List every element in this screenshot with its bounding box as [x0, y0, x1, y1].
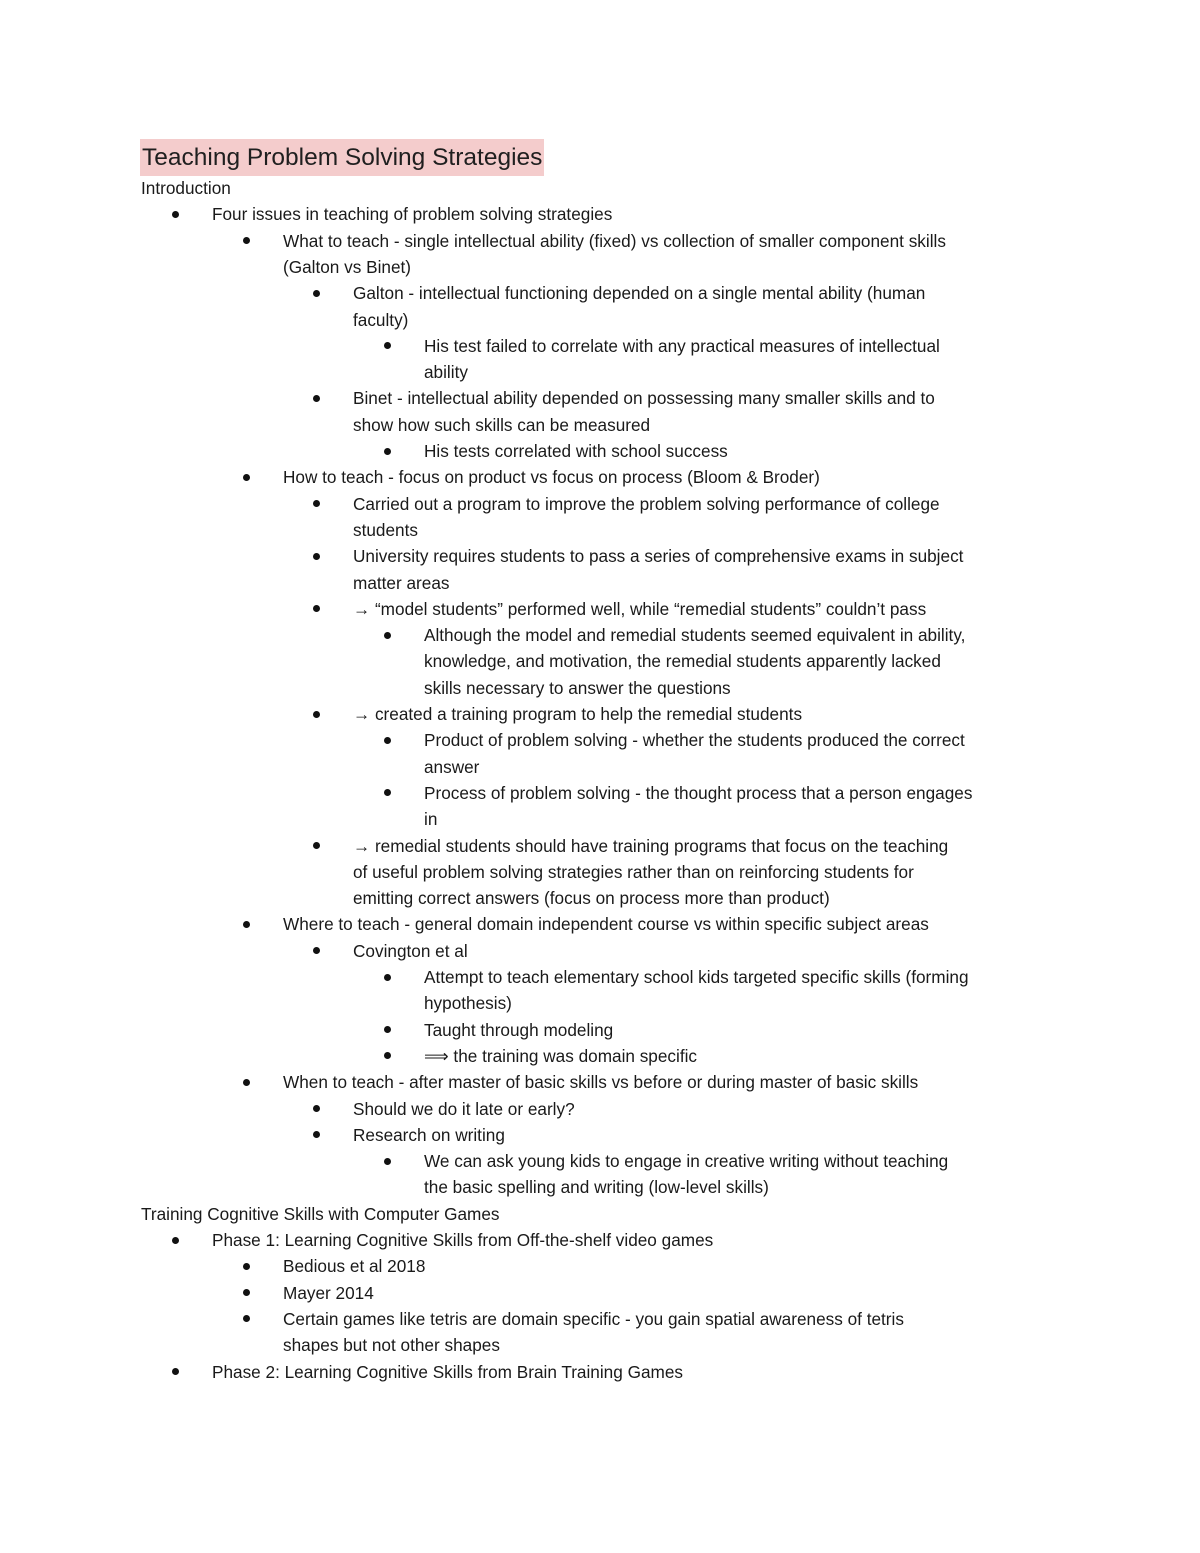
- list-item-text: His test failed to correlate with any practical measures of intellectual: [424, 335, 940, 356]
- list-item-text: His tests correlated with school success: [424, 441, 728, 461]
- list-item-text: → created a training program to help the remedial students: [353, 704, 803, 724]
- list-item-text: Carried out a program to improve the problem solving performance of college: [353, 493, 940, 514]
- list-item-text: faculty): [353, 309, 409, 330]
- list-item-text: Binet - intellectual ability depended on possessing many smaller skills and to: [353, 388, 935, 409]
- list-item-text: Bedious et al 2018: [283, 1256, 426, 1277]
- list-item-text: Attempt to teach elementary school kids targeted specific skills (forming: [424, 967, 969, 987]
- list-item-text: Where to teach - general domain independent course vs within specific subject areas: [283, 914, 929, 935]
- list-item-text: What to teach - single intellectual ability (fixed) vs collection of smaller component skills: [283, 230, 946, 251]
- list-item-text: (Galton vs Binet): [283, 256, 411, 277]
- bullet-dot: [243, 474, 250, 481]
- bullet-dot: [313, 711, 320, 718]
- list-item-text: How to teach - focus on product vs focus on process (Bloom & Broder): [283, 467, 820, 488]
- list-item-text: ⟹ the training was domain specific: [424, 1045, 698, 1066]
- list-item-text: University requires students to pass a series of comprehensive exams in subject: [353, 546, 964, 567]
- bullet-dot: [384, 448, 391, 455]
- bullet-dot: [384, 974, 391, 981]
- bullet-dot: [313, 290, 320, 297]
- list-item-text: hypothesis): [424, 993, 512, 1014]
- bullet-dot: [384, 632, 391, 639]
- bullet-dot: [384, 1052, 391, 1059]
- list-item-text: matter areas: [353, 572, 450, 593]
- list-item-text: When to teach - after master of basic skills vs before or during master of basic skills: [283, 1072, 919, 1093]
- list-item-text: Four issues in teaching of problem solving strategies: [212, 204, 613, 225]
- bullet-dot: [384, 1026, 391, 1033]
- list-item-text: We can ask young kids to engage in creative writing without teaching: [424, 1151, 949, 1172]
- bullet-dot: [243, 237, 250, 244]
- bullet-dot: [313, 1105, 320, 1112]
- list-item-text: show how such skills can be measured: [353, 414, 651, 435]
- list-item-text: Galton - intellectual functioning depended on a single mental ability (human: [353, 283, 926, 304]
- list-item-text: Should we do it late or early?: [353, 1098, 575, 1119]
- bullet-dot: [243, 1315, 250, 1322]
- bullet-dot: [313, 500, 320, 507]
- page-title: Teaching Problem Solving Strategies: [140, 139, 544, 176]
- list-item-text: Process of problem solving - the thought process that a person engages: [424, 782, 973, 803]
- list-item-text: Phase 2: Learning Cognitive Skills from Brain Training Games: [212, 1361, 683, 1382]
- list-item-text: Certain games like tetris are domain specific - you gain spatial awareness of tetris: [283, 1308, 904, 1329]
- bullet-dot: [243, 921, 250, 928]
- list-item-text: shapes but not other shapes: [283, 1335, 500, 1356]
- bullet-dot: [313, 842, 320, 849]
- list-item-text: of useful problem solving strategies rather than on reinforcing students for: [353, 861, 914, 882]
- list-item-text: Mayer 2014: [283, 1282, 374, 1303]
- list-item-text: students: [353, 519, 418, 540]
- bullet-dot: [384, 1158, 391, 1165]
- bullet-dot: [313, 947, 320, 954]
- list-item-text: ability: [424, 362, 468, 383]
- bullet-dot: [172, 1368, 179, 1375]
- list-item-text: Taught through modeling: [424, 1019, 614, 1040]
- list-item-text: in: [424, 809, 438, 830]
- list-item-text: the basic spelling and writing (low-level skills): [424, 1177, 769, 1198]
- list-item-text: Research on writing: [353, 1124, 505, 1145]
- list-item-text: Phase 1: Learning Cognitive Skills from Off-the-shelf video games: [212, 1230, 714, 1250]
- bullet-dot: [172, 1237, 179, 1244]
- bullet-dot: [384, 737, 391, 744]
- section-heading: Training Cognitive Skills with Computer Games: [141, 1203, 500, 1224]
- section-heading: Introduction: [141, 178, 231, 198]
- bullet-dot: [243, 1079, 250, 1086]
- list-item-text: → “model students” performed well, while “remedial students” couldn’t pass: [353, 598, 927, 619]
- list-item-text: knowledge, and motivation, the remedial students apparently lacked: [424, 651, 941, 672]
- bullet-dot: [172, 211, 179, 218]
- list-item-text: emitting correct answers (focus on process more than product): [353, 888, 830, 909]
- list-item-text: answer: [424, 756, 480, 777]
- bullet-dot: [313, 1131, 320, 1138]
- list-item-text: Although the model and remedial students seemed equivalent in ability,: [424, 625, 966, 646]
- list-item-text: skills necessary to answer the questions: [424, 677, 731, 698]
- list-item-text: → remedial students should have training programs that focus on the teaching: [353, 835, 949, 856]
- bullet-dot: [384, 789, 391, 796]
- bullet-dot: [313, 553, 320, 560]
- bullet-dot: [243, 1289, 250, 1296]
- bullet-dot: [384, 342, 391, 349]
- bullet-dot: [243, 1263, 250, 1270]
- list-item-text: Covington et al: [353, 940, 468, 961]
- list-item-text: Product of problem solving - whether the students produced the correct: [424, 730, 965, 751]
- bullet-dot: [313, 395, 320, 402]
- bullet-dot: [313, 605, 320, 612]
